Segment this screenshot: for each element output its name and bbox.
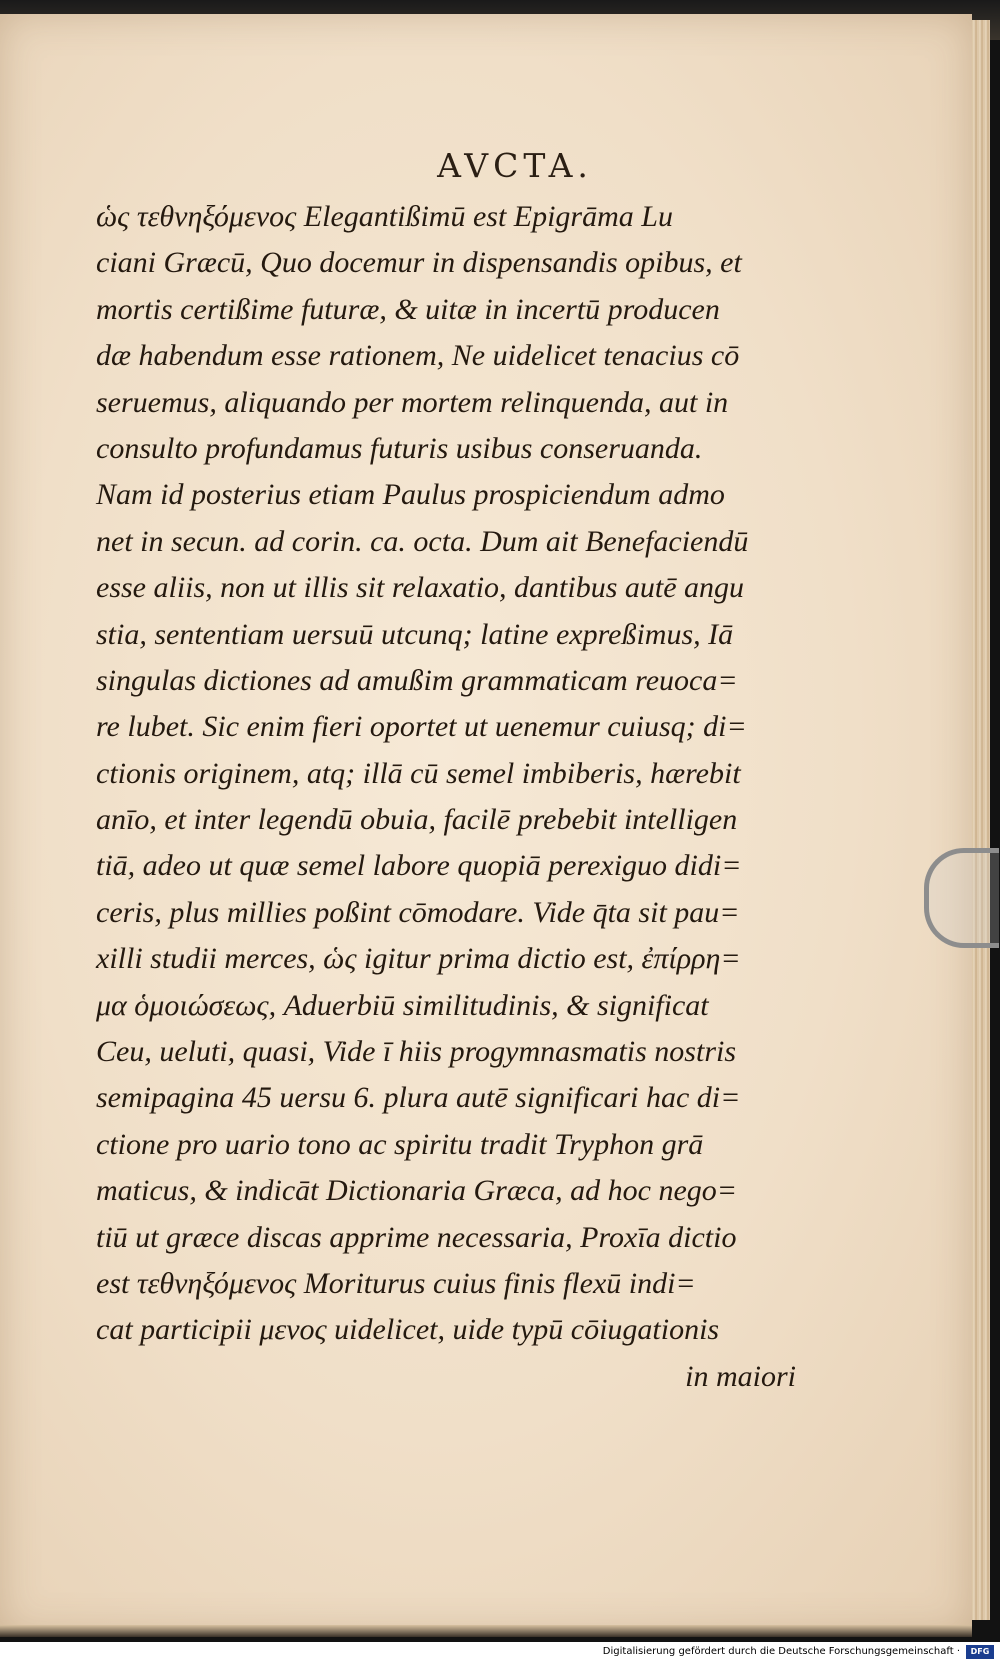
text-line: est τεθνηξόμενος Moriturus cuius finis flexū indi= bbox=[96, 1266, 696, 1300]
text-line: tiā, adeo ut quæ semel labore quopiā perexiguo didi= bbox=[96, 849, 742, 883]
text-line: ὡς τεθνηξόμενος Elegantißimū est Epigrāma Lu bbox=[96, 200, 673, 233]
text-line: μα ὁμοιώσεως, Aduerbiū similitudinis, & significat bbox=[96, 988, 709, 1022]
running-head: AVCTA. bbox=[437, 146, 593, 185]
text-line: xilli studii merces, ὡς igitur prima dictio est, ἐπίρρη= bbox=[96, 942, 741, 976]
text-line: anīo, et inter legendū obuia, facilē prebebit intelligen bbox=[96, 803, 738, 837]
page-text bbox=[96, 194, 796, 1400]
book-page bbox=[0, 14, 972, 1634]
text-line: esse aliis, non ut illis sit relaxatio, dantibus autē angu bbox=[96, 571, 745, 605]
text-line: Ceu, ueluti, quasi, Vide ī hiis progymnasmatis nostris bbox=[96, 1035, 737, 1069]
text-line: ceris, plus millies poßint cōmodare. Vide q̄ta sit pau= bbox=[96, 895, 740, 929]
text-line: ciani Græcū, Quo docemur in dispensandis opibus, et bbox=[96, 246, 742, 280]
text-line: singulas dictiones ad amußim grammaticam reuoca= bbox=[96, 663, 738, 697]
footer-bar bbox=[0, 1642, 1000, 1666]
text-line: ctione pro uario tono ac spiritu tradit Tryphon grā bbox=[96, 1127, 704, 1161]
text-line: re lubet. Sic enim fieri oportet ut uenemur cuiusq; di= bbox=[96, 710, 747, 744]
dfg-logo-icon: DFG bbox=[966, 1645, 994, 1659]
catchword: in maiori bbox=[685, 1359, 796, 1393]
text-line: ctionis originem, atq; illā cū semel imbiberis, hærebit bbox=[96, 756, 741, 790]
text-line: mortis certißime futuræ, & uitæ in incertū producen bbox=[96, 292, 720, 326]
text-line: net in secun. ad corin. ca. octa. Dum ait Benefaciendū bbox=[96, 524, 749, 558]
text-line: seruemus, aliquando per mortem relinquenda, aut in bbox=[96, 385, 729, 419]
text-line: consulto profundamus futuris usibus conseruanda. bbox=[96, 431, 703, 465]
text-line: maticus, & indicāt Dictionaria Græca, ad hoc nego= bbox=[96, 1174, 738, 1208]
text-line: Nam id posterius etiam Paulus prospiciendum admo bbox=[96, 478, 725, 512]
footer-credit: Digitalisierung gefördert durch die Deutsche Forschungsgemeinschaft · bbox=[602, 1646, 960, 1657]
text-line: stia, sententiam uersuū utcunq; latine expreßimus, Iā bbox=[96, 617, 734, 651]
text-line: tiū ut græce discas apprime necessaria, Proxīa dictio bbox=[96, 1220, 737, 1254]
clasp-icon bbox=[924, 848, 999, 948]
text-line: cat participii μενος uidelicet, uide typū cōiugationis bbox=[96, 1313, 720, 1347]
page-bottom-edge bbox=[0, 1625, 972, 1637]
text-line: semipagina 45 uersu 6. plura autē significari hac di= bbox=[96, 1081, 741, 1115]
text-line: dæ habendum esse rationem, Ne uidelicet tenacius cō bbox=[96, 339, 740, 373]
